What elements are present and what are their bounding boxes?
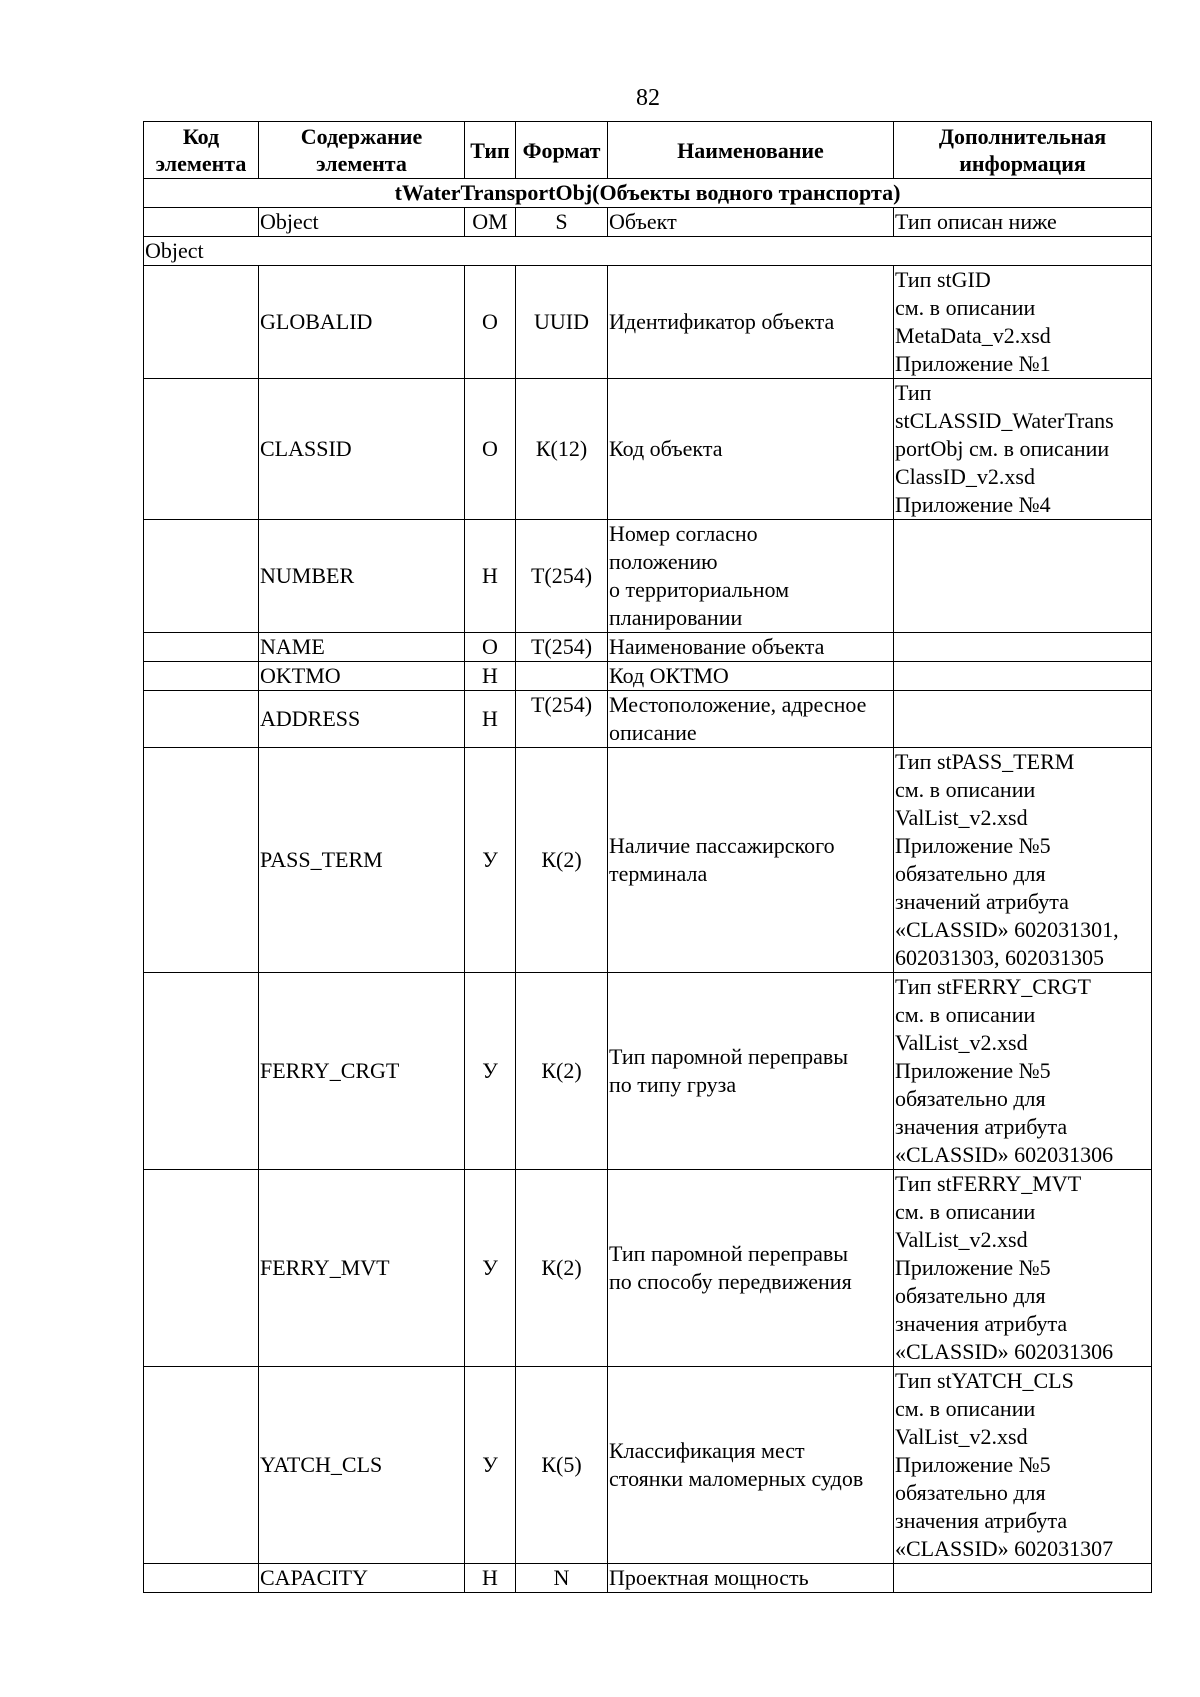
table-row: [144, 266, 1152, 379]
cell-type: У: [465, 1170, 516, 1367]
cell-content: OKTMO: [259, 662, 465, 691]
cell-code: [144, 691, 259, 748]
cell-info: [894, 691, 1152, 748]
cell-format: Т(254): [516, 520, 608, 633]
cell-code: [144, 662, 259, 691]
cell-type: Н: [465, 662, 516, 691]
header-type: Тип: [465, 122, 516, 179]
cell-format: К(12): [516, 379, 608, 520]
cell-info: Тип stFERRY_MVT см. в описании ValList_v2.xsd Приложение №5 обязательно для значения атрибута «CLASSID» 602031306: [894, 1170, 1152, 1367]
cell-format: К(2): [516, 1170, 608, 1367]
object-label-row: [144, 237, 1152, 266]
cell-type: OM: [465, 208, 516, 237]
cell-type: О: [465, 379, 516, 520]
cell-name: Тип паромной переправы по способу передвижения: [608, 1170, 894, 1367]
cell-content: Object: [259, 208, 465, 237]
cell-type: У: [465, 748, 516, 973]
table-row: [144, 691, 1152, 748]
table-row: [144, 633, 1152, 662]
cell-name: Тип паромной переправы по типу груза: [608, 973, 894, 1170]
cell-format: Т(254): [516, 633, 608, 662]
cell-content: CLASSID: [259, 379, 465, 520]
cell-code: [144, 748, 259, 973]
cell-format: UUID: [516, 266, 608, 379]
cell-type: У: [465, 1367, 516, 1564]
cell-info: Тип stCLASSID_WaterTrans portObj см. в описании ClassID_v2.xsd Приложение №4: [894, 379, 1152, 520]
cell-code: [144, 1367, 259, 1564]
section-title-row: [144, 179, 1152, 208]
spec-table: [143, 121, 1152, 1593]
table-row: [144, 1170, 1152, 1367]
cell-format: [516, 662, 608, 691]
cell-name: Местоположение, адресное описание: [608, 691, 894, 748]
cell-format: К(2): [516, 973, 608, 1170]
cell-info: [894, 520, 1152, 633]
cell-code: [144, 520, 259, 633]
cell-code: [144, 208, 259, 237]
page-number: 82: [636, 85, 660, 111]
cell-info: Тип stYATCH_CLS см. в описании ValList_v2.xsd Приложение №5 обязательно для значения атрибута «CLASSID» 602031307: [894, 1367, 1152, 1564]
cell-name: Объект: [608, 208, 894, 237]
table-row: [144, 520, 1152, 633]
cell-content: FERRY_MVT: [259, 1170, 465, 1367]
cell-content: CAPACITY: [259, 1564, 465, 1593]
cell-format: N: [516, 1564, 608, 1593]
cell-content: GLOBALID: [259, 266, 465, 379]
object-label: Object: [144, 237, 1152, 266]
table-row: [144, 973, 1152, 1170]
table-row: [144, 208, 1152, 237]
cell-code: [144, 1170, 259, 1367]
cell-code: [144, 266, 259, 379]
cell-type: Н: [465, 520, 516, 633]
cell-content: NAME: [259, 633, 465, 662]
cell-format: К(5): [516, 1367, 608, 1564]
cell-format: S: [516, 208, 608, 237]
cell-info: Тип stGID см. в описании MetaData_v2.xsd Приложение №1: [894, 266, 1152, 379]
cell-type: О: [465, 633, 516, 662]
cell-name: Код объекта: [608, 379, 894, 520]
cell-code: [144, 633, 259, 662]
table-row: [144, 1564, 1152, 1593]
cell-content: FERRY_CRGT: [259, 973, 465, 1170]
cell-info: Тип описан ниже: [894, 208, 1152, 237]
cell-info: Тип stFERRY_CRGT см. в описании ValList_v2.xsd Приложение №5 обязательно для значения атрибута «CLASSID» 602031306: [894, 973, 1152, 1170]
section-title: tWaterTransportObj(Объекты водного транспорта): [144, 179, 1152, 208]
table-row: [144, 379, 1152, 520]
header-info: Дополнительная информация: [894, 122, 1152, 179]
table-row: [144, 662, 1152, 691]
cell-info: Тип stPASS_TERM см. в описании ValList_v2.xsd Приложение №5 обязательно для значений атрибута «CLASSID» 602031301, 602031303, 602031305: [894, 748, 1152, 973]
header-format: Формат: [516, 122, 608, 179]
header-row: [144, 122, 1152, 179]
header-code: Код элемента: [144, 122, 259, 179]
cell-content: ADDRESS: [259, 691, 465, 748]
cell-name: Наличие пассажирского терминала: [608, 748, 894, 973]
cell-info: [894, 633, 1152, 662]
cell-code: [144, 379, 259, 520]
cell-format: Т(254): [516, 691, 608, 748]
cell-name: Наименование объекта: [608, 633, 894, 662]
table-row: [144, 1367, 1152, 1564]
cell-format: К(2): [516, 748, 608, 973]
cell-code: [144, 1564, 259, 1593]
cell-name: Номер согласно положению о территориальном планировании: [608, 520, 894, 633]
header-name: Наименование: [608, 122, 894, 179]
cell-code: [144, 973, 259, 1170]
cell-info: [894, 662, 1152, 691]
cell-info: [894, 1564, 1152, 1593]
cell-name: Идентификатор объекта: [608, 266, 894, 379]
cell-name: Код ОКТМО: [608, 662, 894, 691]
cell-type: Н: [465, 1564, 516, 1593]
table-row: [144, 748, 1152, 973]
cell-content: NUMBER: [259, 520, 465, 633]
cell-content: YATCH_CLS: [259, 1367, 465, 1564]
cell-content: PASS_TERM: [259, 748, 465, 973]
cell-type: У: [465, 973, 516, 1170]
cell-name: Классификация мест стоянки маломерных судов: [608, 1367, 894, 1564]
cell-type: О: [465, 266, 516, 379]
header-content: Содержание элемента: [259, 122, 465, 179]
cell-type: Н: [465, 691, 516, 748]
cell-name: Проектная мощность: [608, 1564, 894, 1593]
